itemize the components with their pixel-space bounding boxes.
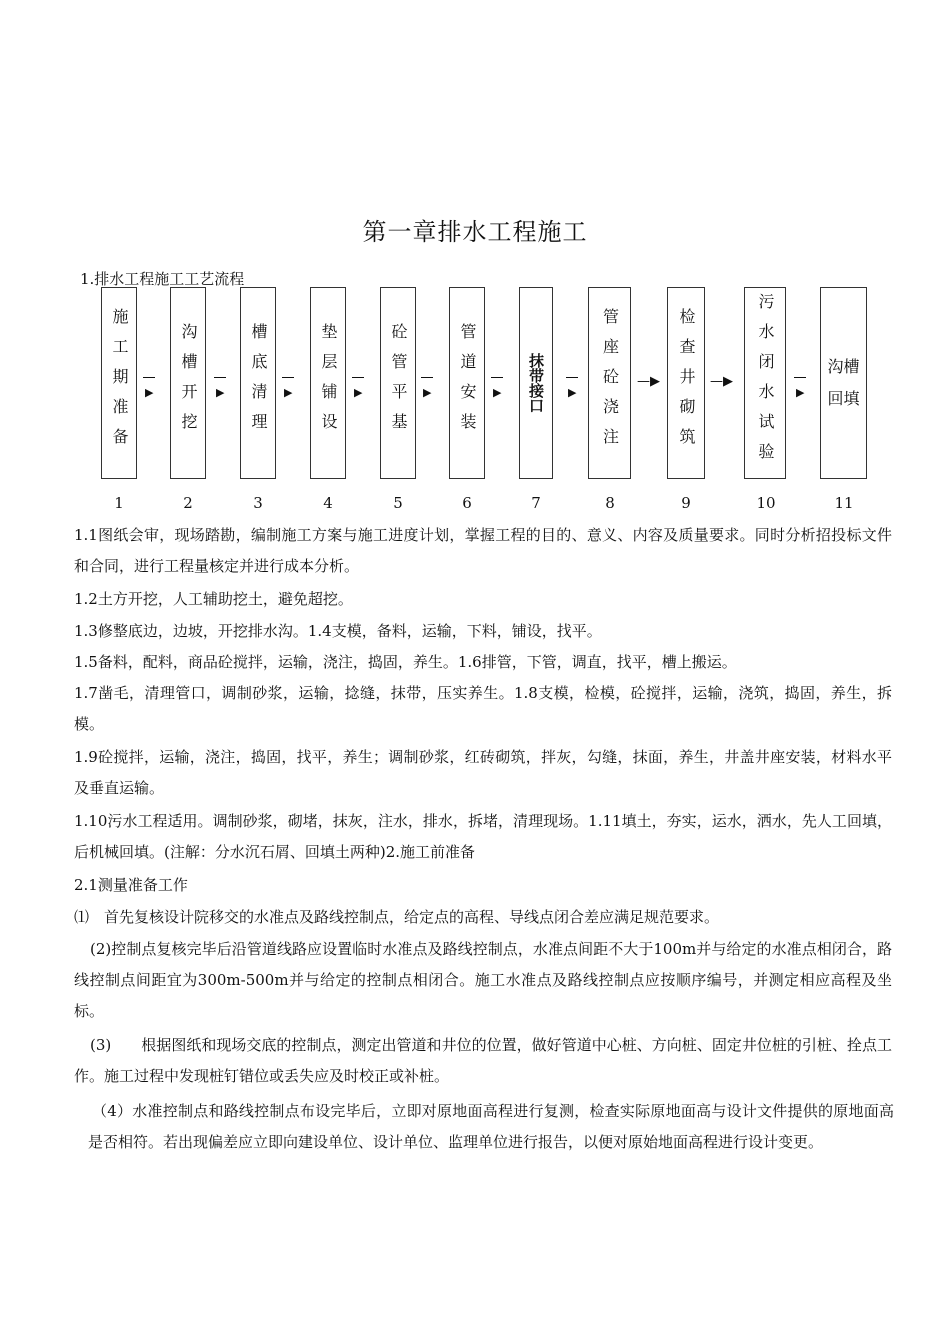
paragraph: ⑴ 首先复核设计院移交的水准点及路线控制点，给定点的高程、导线点闭合差应满足规范要求。 [74, 908, 720, 926]
flow-step-number: 4 [323, 494, 333, 512]
flow-step-number: 6 [462, 494, 472, 512]
flow-step-number: 2 [183, 494, 193, 512]
flow-step-number: 3 [253, 494, 263, 512]
flow-step-11 [820, 287, 867, 479]
flow-step-number: 1 [114, 494, 124, 512]
flow-step-label: 管道安装 [458, 323, 477, 443]
flow-step-number: 11 [834, 494, 854, 512]
paragraph: 1.5备料，配料，商品砼搅拌，运输，浇注，捣固，养生。1.6排管，下管，调直，找平，槽上搬运。 [74, 653, 737, 671]
flow-arrow-icon: —▶ [710, 374, 733, 389]
paragraph: (2)控制点复核完毕后沿管道线路应设置临时水准点及路线控制点，水准点间距不大于100m并与给定的水准点相闭合，路线控制点间距宜为300m-500m并与给定的控制点相闭合。施工水准点及路线控制点应按顺序编号，并测定相应高程及坐标。 [74, 940, 892, 1020]
flow-step-label: 砼管平基 [389, 323, 408, 443]
paragraph: 1.2土方开挖，人工辅助挖土，避免超挖。 [74, 590, 353, 608]
flow-step-number: 10 [756, 494, 776, 512]
flow-arrow-icon: —▶ [637, 374, 660, 389]
flow-step-label: 沟槽开挖 [179, 323, 198, 443]
paragraph: 1.3修整底边，边坡，开挖排水沟。1.4支模，备料，运输，下料，铺设，找平。 [74, 622, 602, 640]
flow-step-label: 管座砼浇注 [600, 308, 620, 458]
flow-step-4 [310, 287, 346, 479]
flow-step-number: 9 [681, 494, 691, 512]
paragraph: （4）水准控制点和路线控制点布设完毕后，立即对原地面高程进行复测，检查实际原地面高与设计文件提供的原地面高是否相符。若出现偏差应立即向建设单位、设计单位、监理单位进行报告，以便对原始地面高程进行设计变更。 [88, 1102, 894, 1151]
flow-step-number: 8 [605, 494, 615, 512]
flow-step-5 [380, 287, 416, 479]
paragraph: 1.10污水工程适用。调制砂浆，砌堵，抹灰，注水，排水，拆堵，清理现场。1.11填土，夯实，运水，洒水，先人工回填，后机械回填。(注解：分水沉石屑、回填土两种)2.施工前准备 [74, 812, 892, 861]
flow-step-number: 7 [531, 494, 541, 512]
flow-step-1 [101, 287, 137, 479]
flow-step-label: 检查井砌筑 [677, 308, 696, 458]
section-heading-1: 1.排水工程施工工艺流程 [80, 270, 245, 288]
flow-step-number: 5 [393, 494, 403, 512]
flow-step-label: 槽底清理 [249, 323, 268, 443]
paragraph: 1.9砼搅拌，运输，浇注，捣固，找平，养生；调制砂浆，红砖砌筑，拌灰，勾缝，抹面，养生，井盖井座安装，材料水平及垂直运输。 [74, 748, 892, 797]
flow-step-label: 沟槽回填 [827, 357, 860, 408]
flow-step-6 [449, 287, 485, 479]
flow-step-9 [667, 287, 705, 479]
page-title: 第一章排水工程施工 [362, 218, 588, 246]
flow-step-8 [588, 287, 631, 479]
paragraph: 1.1图纸会审，现场踏勘，编制施工方案与施工进度计划，掌握工程的目的、意义、内容及质量要求。同时分析招投标文件和合同，进行工程量核定并进行成本分析。 [74, 526, 892, 575]
flow-step-label: 施工期准备 [110, 308, 129, 458]
paragraph: 2.1测量准备工作 [74, 876, 188, 894]
flow-step-3 [240, 287, 276, 479]
flow-step-7 [519, 287, 553, 479]
flow-step-2 [170, 287, 206, 479]
flow-step-label: 垫层铺设 [319, 323, 338, 443]
paragraph: 1.7凿毛，清理管口，调制砂浆，运输，捻缝，抹带，压实养生。1.8支模，检模，砼搅拌，运输，浇筑，捣固，养生，拆模。 [74, 684, 892, 733]
flow-step-label: 抹带接口 [527, 353, 545, 413]
paragraph: (3) 根据图纸和现场交底的控制点，测定出管道和井位的位置，做好管道中心桩、方向桩、固定井位桩的引桩、拴点工作。施工过程中发现桩钉错位或丢失应及时校正或补桩。 [74, 1036, 892, 1085]
flow-step-label: 污水闭水试验 [756, 293, 775, 473]
flow-step-10 [744, 287, 786, 479]
